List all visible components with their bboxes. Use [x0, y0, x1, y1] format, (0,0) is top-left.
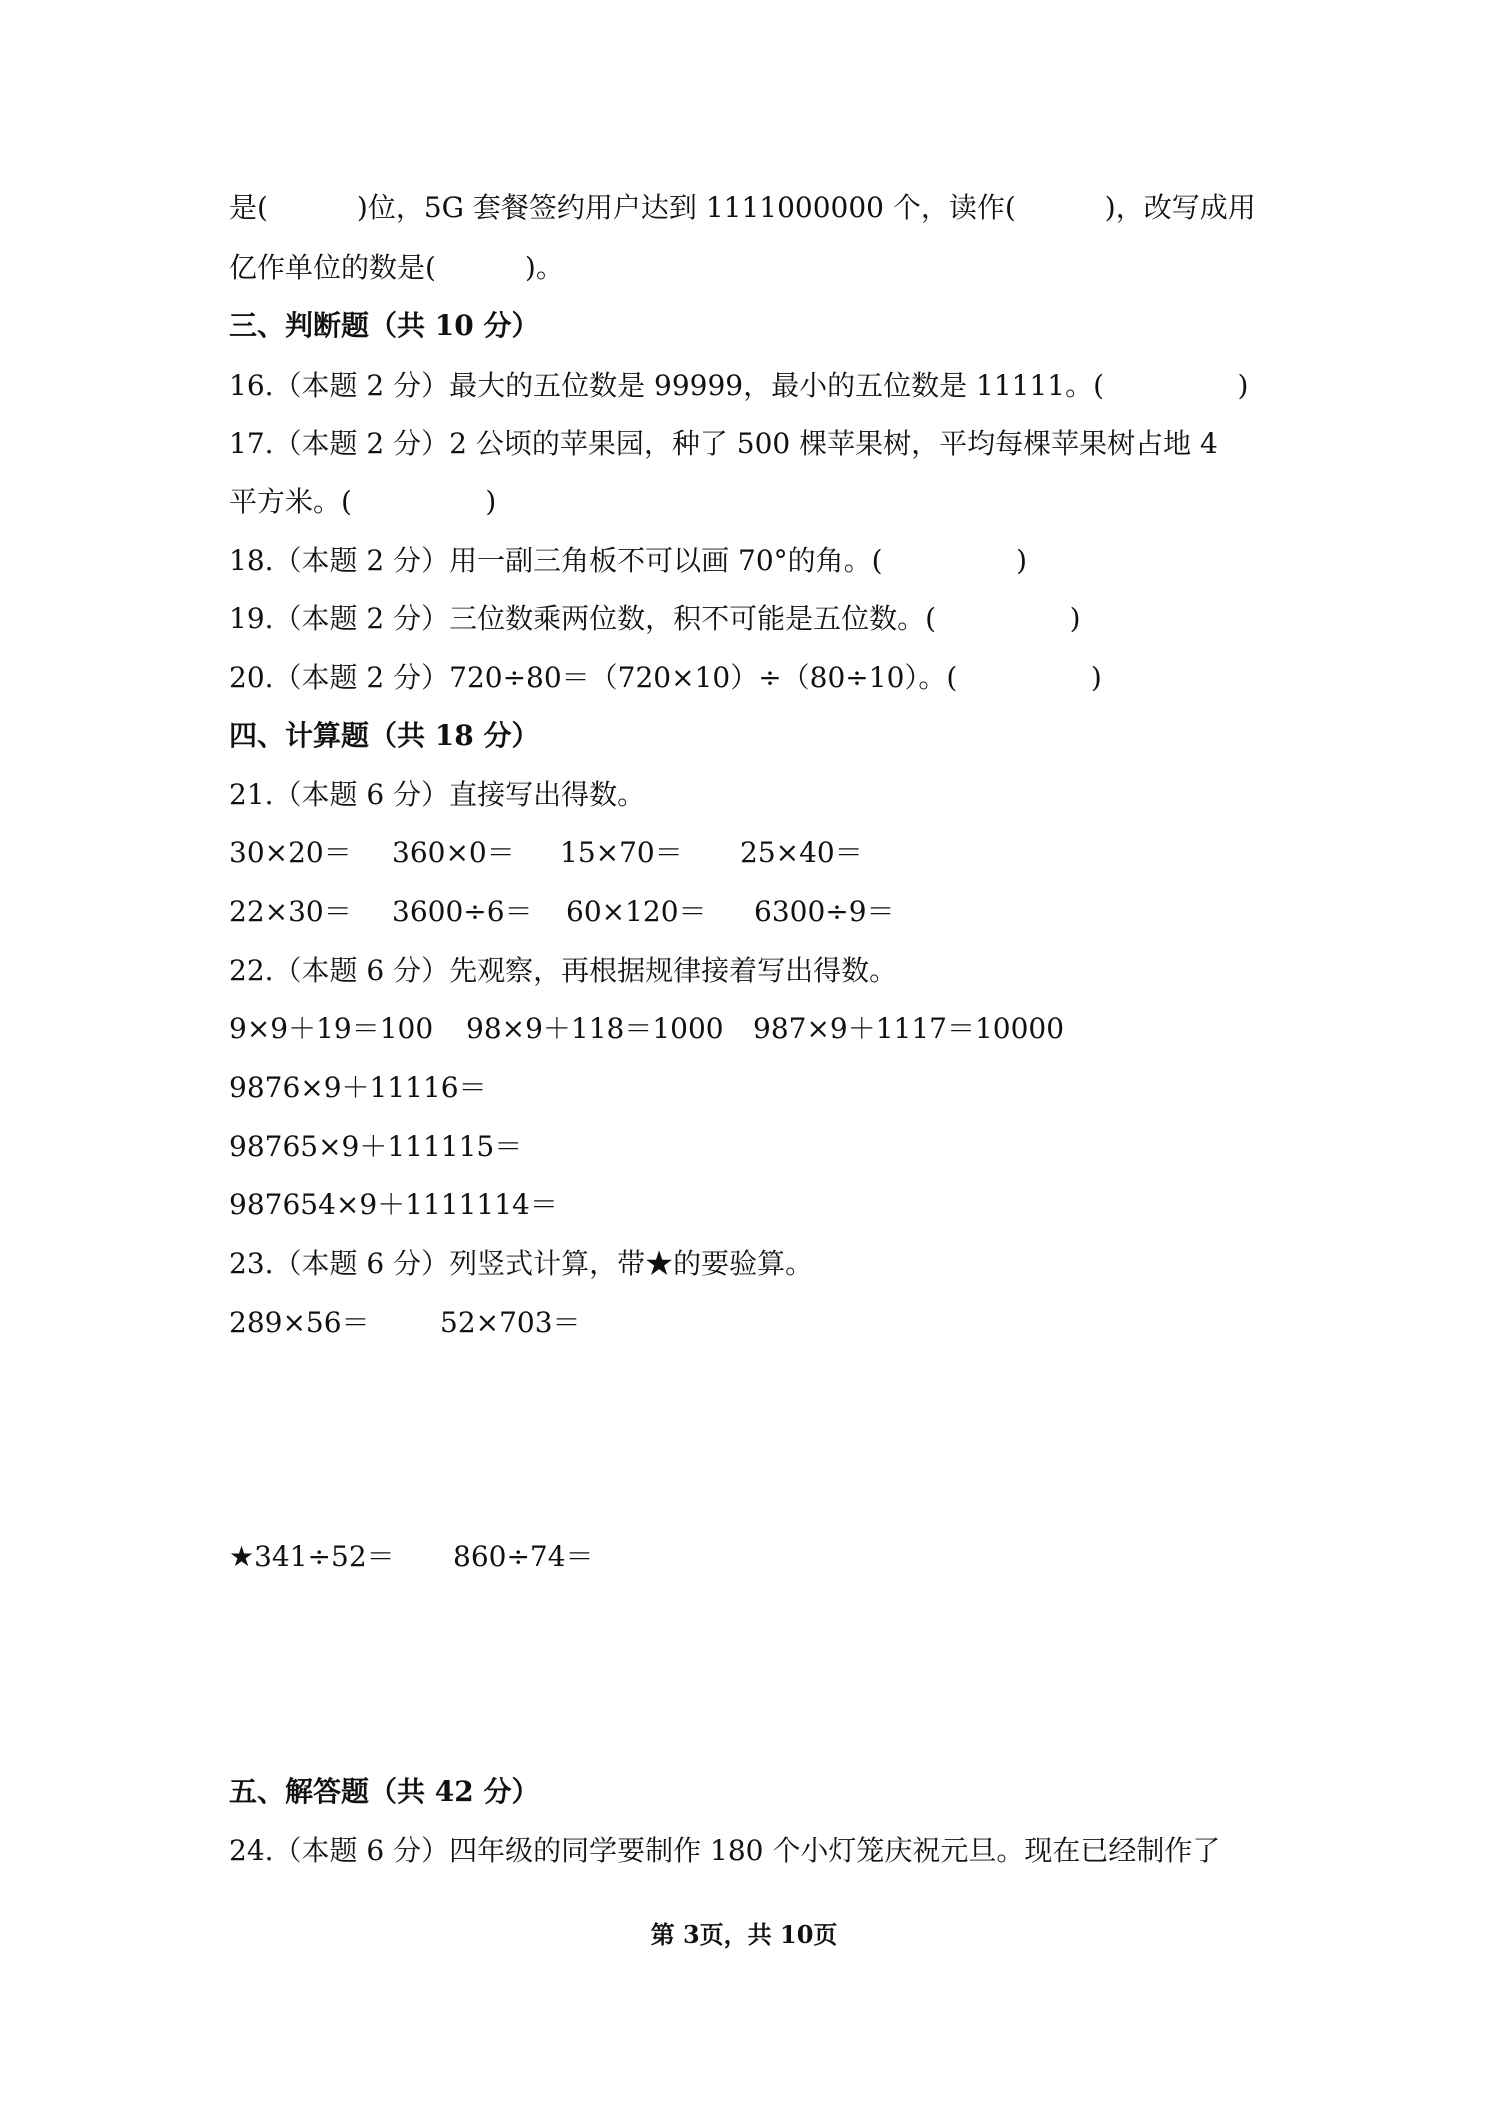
intro-line-1: 是( )位，5G 套餐签约用户达到 1111000000 个，读作( )，改写成用	[229, 191, 1256, 224]
pattern-example: 987×9＋1117＝10000	[753, 1012, 1065, 1045]
vertical-calc-item: 289×56＝	[229, 1306, 370, 1339]
calc-item: 3600÷6＝	[392, 895, 533, 928]
vertical-calc-item: 860÷74＝	[453, 1540, 594, 1573]
calc-item: 22×30＝	[229, 895, 352, 928]
question-20: 20.（本题 2 分）720÷80＝（720×10）÷（80÷10）。( )	[229, 661, 1102, 694]
pattern-line-2: 98765×9＋111115＝	[229, 1130, 523, 1163]
calc-item: 360×0＝	[392, 836, 515, 869]
section-4-title: 四、计算题（共 18 分）	[229, 719, 540, 752]
pattern-example: 9×9＋19＝100	[229, 1012, 434, 1045]
calc-item: 60×120＝	[566, 895, 707, 928]
question-24: 24.（本题 6 分）四年级的同学要制作 180 个小灯笼庆祝元旦。现在已经制作了	[229, 1834, 1221, 1867]
question-22: 22.（本题 6 分）先观察，再根据规律接着写出得数。	[229, 954, 898, 987]
vertical-calc-item: 52×703＝	[440, 1306, 581, 1339]
section-5-title: 五、解答题（共 42 分）	[229, 1775, 540, 1808]
calc-item: 6300÷9＝	[754, 895, 895, 928]
section-3-title: 三、判断题（共 10 分）	[229, 309, 540, 342]
intro-line-2: 亿作单位的数是( )。	[229, 251, 564, 284]
question-16: 16.（本题 2 分）最大的五位数是 99999，最小的五位数是 11111。( )	[229, 369, 1249, 402]
calc-item: 15×70＝	[560, 836, 683, 869]
vertical-calc-item: ★341÷52＝	[229, 1540, 395, 1573]
question-18: 18.（本题 2 分）用一副三角板不可以画 70°的角。( )	[229, 544, 1028, 577]
pattern-line-3: 987654×9＋1111114＝	[229, 1188, 558, 1221]
calc-item: 25×40＝	[740, 836, 863, 869]
pattern-line-1: 9876×9＋11116＝	[229, 1071, 487, 1104]
question-19: 19.（本题 2 分）三位数乘两位数，积不可能是五位数。( )	[229, 602, 1081, 635]
question-17-line-2: 平方米。( )	[229, 485, 497, 518]
question-23: 23.（本题 6 分）列竖式计算，带★的要验算。	[229, 1247, 814, 1280]
question-17-line-1: 17.（本题 2 分）2 公顷的苹果园，种了 500 棵苹果树，平均每棵苹果树占地 4	[229, 427, 1218, 460]
pattern-example: 98×9＋118＝1000	[466, 1012, 724, 1045]
question-21: 21.（本题 6 分）直接写出得数。	[229, 778, 646, 811]
page-footer: 第 3页，共 10页	[650, 1920, 838, 1949]
calc-item: 30×20＝	[229, 836, 352, 869]
